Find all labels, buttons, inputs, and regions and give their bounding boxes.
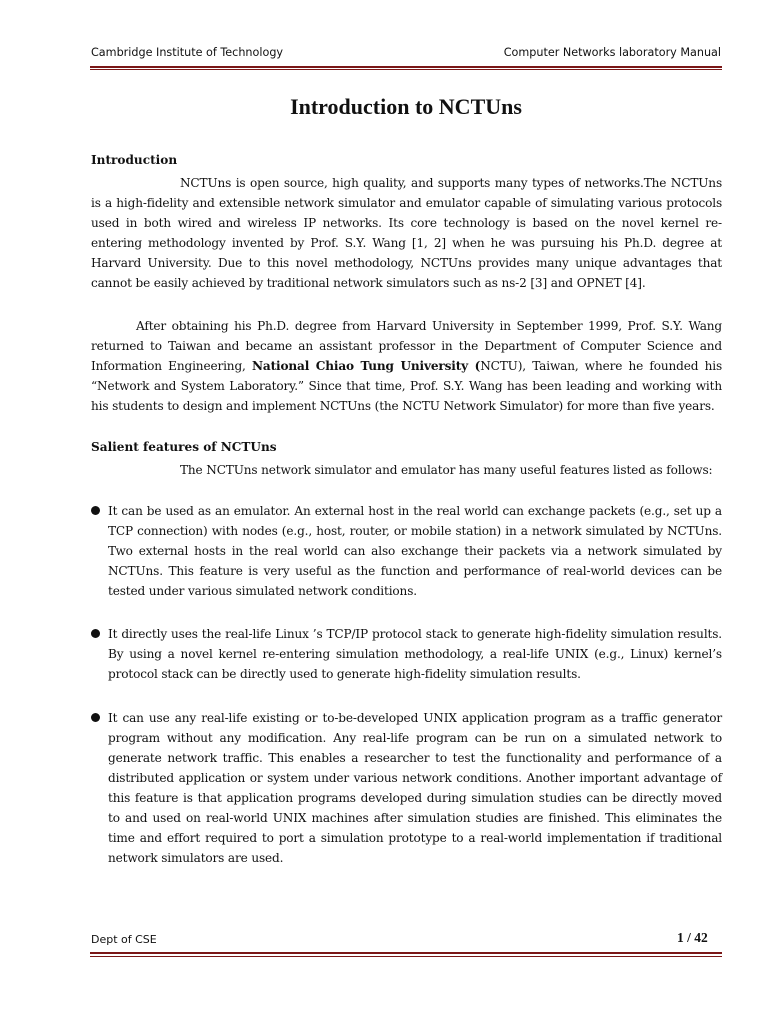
footer-department: Dept of CSE (91, 933, 157, 946)
footer-divider-thin (90, 956, 722, 957)
introduction-paragraph-1: NCTUns is open source, high quality, and supports many types of networks.The NCTUns is a high-fidelity and extensible network simulator and emulator capable of simulating various protocols used in both wired and wireless IP networks. Its core technology is based on the novel kernel re-entering methodology invented by Prof. S.Y. Wang [1, 2] when he was pursuing his Ph.D. degree at Harvard University. Due to this novel methodology, NCTUns provides many unique advantages that cannot be easily achieved by traditional network simulators such as ns-2 [3] and OPNET [4]. (91, 176, 722, 290)
feature-item-tcpip-stack (91, 624, 722, 684)
paragraph-2-university: National Chiao Tung University ( (251, 359, 481, 373)
feature-item-text: It can use any real-life existing or to-be-developed UNIX application program as a traffic generator program without any modification. Any real-life program can be run on a simulated network to generate network traffic. This enables a researcher to test the functionality and performance of a distributed application or system under various network conditions. Another important advantage of this feature is that application programs developed during simulation studies can be directly moved to and used on real-world UNIX machines after simulation studies are finished. This eliminates the time and effort required to port a simulation prototype to a real-world implementation if traditional network simulators are used. (108, 711, 722, 865)
header-manual-title: Computer Networks laboratory Manual (503, 46, 721, 59)
bullet-icon (91, 506, 100, 515)
features-lead: The NCTUns network simulator and emulator has many useful features listed as follows: (180, 463, 713, 477)
feature-item-text: It can be used as an emulator. An external host in the real world can exchange packets (e.g., set up a TCP connection) with nodes (e.g., host, router, or mobile station) in a network simulated by NCTUns. Two external hosts in the real world can also exchange their packets via a network simulated by NCTUns. This feature is very useful as the function and performance of real-world devices can be tested under various simulated network conditions. (108, 504, 722, 598)
paragraph-2-part-a: After obtaining his Ph.D. degree from Harvard University in September 1999, Prof. S.Y. Wang returned to Taiwan and became an assistant professor in the Department of Computer Science and Information Engineering, (91, 319, 722, 373)
introduction-paragraph-2 (91, 316, 722, 416)
introduction-heading: Introduction (91, 153, 178, 167)
header-divider (90, 66, 722, 68)
footer-page-number: 1 / 42 (677, 930, 708, 945)
features-heading: Salient features of NCTUns (91, 440, 277, 454)
bullet-icon (91, 629, 100, 638)
header-divider-thin (90, 69, 722, 70)
feature-item-emulator (91, 501, 722, 601)
feature-item-text: It directly uses the real-life Linux ’s TCP/IP protocol stack to generate high-fidelity simulation results. By using a novel kernel re-entering simulation methodology, a real-life UNIX (e.g., Linux) kernel’s protocol stack can be directly used to generate high-fidelity simulation results. (108, 627, 722, 681)
bullet-icon (91, 713, 100, 722)
header-institute: Cambridge Institute of Technology (91, 46, 284, 59)
footer-divider (90, 952, 722, 954)
page-title: Introduction to NCTUns (290, 94, 522, 119)
feature-item-traffic-generator (91, 708, 722, 868)
paragraph-2-part-b: NCTU), Taiwan, where he founded his “Network and System Laboratory.” Since that time, Prof. S.Y. Wang has been leading and working with his students to design and implement NCTUns (the NCTU Network Simulator) for more than five years. (91, 359, 723, 413)
